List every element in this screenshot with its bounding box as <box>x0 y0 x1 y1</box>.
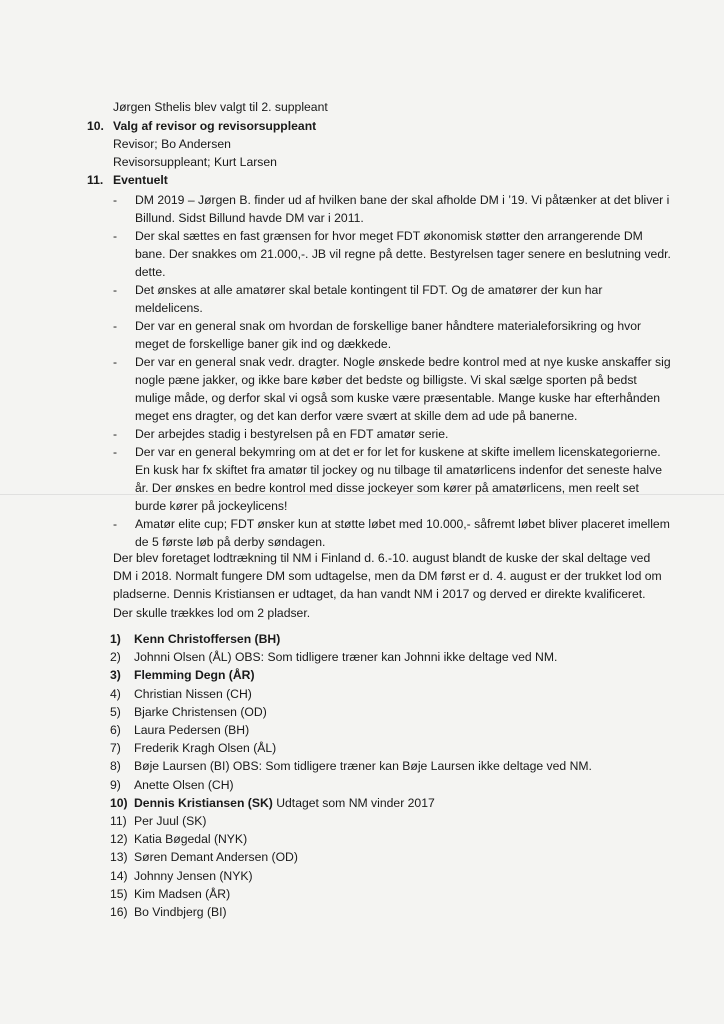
section-title: Eventuelt <box>113 173 168 187</box>
driver-note: OBS: Som tidligere træner kan Johnni ikke deltage ved NM. <box>231 650 558 665</box>
driver-note: Udtaget som NM vinder 2017 <box>272 795 435 810</box>
driver-name: Frederik Kragh Olsen (ÅL) <box>134 741 277 756</box>
driver-list-item <box>110 666 592 684</box>
bullet-text: Der arbejdes stadig i bestyrelsen på en FDT amatør serie. <box>135 427 449 441</box>
driver-list-item <box>110 903 592 921</box>
driver-name: Per Juul (SK) <box>134 814 207 829</box>
driver-note: OBS: Som tidligere træner kan Bøje Laursen ikke deltage ved NM. <box>229 759 592 774</box>
driver-name: Dennis Kristiansen (SK) <box>134 795 273 810</box>
driver-number: 13) <box>110 850 128 865</box>
section-number: 10. <box>87 119 104 133</box>
bullet-item <box>113 353 673 425</box>
driver-number: 10) <box>110 795 128 810</box>
driver-number: 12) <box>110 832 128 847</box>
bullet-item <box>113 227 673 281</box>
driver-number: 1) <box>110 632 121 646</box>
driver-name: Johnny Jensen (NYK) <box>134 868 253 883</box>
dash-marker: - <box>113 517 118 531</box>
eventuelt-bullet-list <box>113 191 673 551</box>
driver-number: 9) <box>110 777 121 792</box>
bullet-item <box>113 515 673 551</box>
driver-name: Christian Nissen (CH) <box>134 686 252 701</box>
section-title: Valg af revisor og revisorsuppleant <box>113 119 317 133</box>
bullet-item <box>113 281 673 317</box>
driver-list-item <box>110 630 592 648</box>
dash-marker: - <box>113 193 118 207</box>
bullet-text: Der var en general snak om hvordan de forskellige baner håndtere materialeforsikring og hvor meget de forskellige baner gik ind og dækkede. <box>135 319 642 351</box>
driver-number: 16) <box>110 905 128 920</box>
bullet-text: DM 2019 – Jørgen B. finder ud af hvilken bane der skal afholde DM i ’19. Vi påtænker at det bliver i Billund. Sidst Billund havde DM var i 2011. <box>135 193 670 225</box>
driver-draw-list <box>110 630 592 921</box>
driver-name: Johnni Olsen (ÅL) <box>134 650 232 665</box>
bullet-item <box>113 317 673 353</box>
dash-marker: - <box>113 445 118 459</box>
driver-name: Kim Madsen (ÅR) <box>134 886 231 901</box>
driver-list-item <box>110 757 592 775</box>
driver-list-item <box>110 848 592 866</box>
driver-list-item <box>110 703 592 721</box>
bullet-text: Der var en general bekymring om at det er for let for kuskene at skifte imellem licenskategorierne. En kusk har fx skiftet fra amatør til jockey og nu tilbage til amatørlicens indenfor det seneste halve år. Der ønskes en bedre kontrol med disse jockeyer som kører på amatørlicens, men reelt set burde kører på jockeylicens! <box>135 445 663 513</box>
driver-number: 4) <box>110 686 121 701</box>
deputy-auditor-line: Revisorsuppleant; Kurt Larsen <box>113 155 277 169</box>
bullet-text: Der var en general snak vedr. dragter. Nogle ønskede bedre kontrol med at nye kuske anskaffer sig nogle pæne jakker, og ikke bare køber det bedste og billigste. Vi skal sælge sporten på bedst mulige måde, og derfor skal vi også som kuske være præsentable. Mange kuske har efterhånden meget ens dragter, og det kan derfor være svært at skille dem ad ude på banerne. <box>135 355 671 423</box>
driver-list-item <box>110 794 592 812</box>
driver-list-item <box>110 776 592 794</box>
bullet-text: Der skal sættes en fast grænsen for hvor meget FDT økonomisk støtter den arrangerende DM bane. Der snakkes om 21.000,-. JB vil regne på dette. Bestyrelsen tager senere en beslutning vedr. dette. <box>135 229 671 279</box>
intro-line: Jørgen Sthelis blev valgt til 2. suppleant <box>113 100 328 114</box>
dash-marker: - <box>113 283 118 297</box>
bullet-text: Amatør elite cup; FDT ønsker kun at støtte løbet med 10.000,- såfremt løbet bliver placeret imellem de 5 første løb på derby søndagen. <box>135 517 670 549</box>
driver-number: 15) <box>110 886 128 901</box>
driver-number: 8) <box>110 759 121 774</box>
driver-list-item <box>110 830 592 848</box>
bullet-item <box>113 191 673 227</box>
driver-number: 11) <box>110 814 127 829</box>
driver-number: 6) <box>110 723 121 738</box>
bullet-item <box>113 443 673 515</box>
driver-list-item <box>110 867 592 885</box>
driver-list-item <box>110 648 592 666</box>
dash-marker: - <box>113 229 118 243</box>
driver-number: 3) <box>110 668 121 683</box>
driver-name: Søren Demant Andersen (OD) <box>134 850 298 865</box>
dash-marker: - <box>113 427 118 441</box>
driver-name: Katia Bøgedal (NYK) <box>134 832 248 847</box>
driver-number: 14) <box>110 868 128 883</box>
dash-marker: - <box>113 355 118 369</box>
bullet-item <box>113 425 673 443</box>
driver-name: Bjarke Christensen (OD) <box>134 704 267 719</box>
driver-name: Anette Olsen (CH) <box>134 777 234 792</box>
section-number: 11. <box>87 173 104 187</box>
section-11-heading <box>87 173 168 187</box>
driver-list-item <box>110 885 592 903</box>
driver-name: Laura Pedersen (BH) <box>134 723 250 738</box>
driver-name: Bo Vindbjerg (BI) <box>134 905 227 920</box>
driver-list-item <box>110 721 592 739</box>
driver-name: Kenn Christoffersen (BH) <box>134 632 281 646</box>
driver-number: 5) <box>110 704 121 719</box>
lottery-paragraph: Der blev foretaget lodtrækning til NM i Finland d. 6.-10. august blandt de kuske der skal deltage ved DM i 2018. Normalt fungere DM som udtagelse, men da DM først er d. 4. august er der trukket lod om pladserne. Dennis Kristiansen er udtaget, da han vandt NM i 2017 og derved er direkte kvalificeret. Der skulle trækkes lod om 2 pladser. <box>113 551 662 620</box>
driver-number: 2) <box>110 650 121 665</box>
driver-list-item <box>110 739 592 757</box>
driver-number: 7) <box>110 741 121 756</box>
dash-marker: - <box>113 319 118 333</box>
bullet-text: Det ønskes at alle amatører skal betale kontingent til FDT. Og de amatører der kun har meldelicens. <box>135 283 603 315</box>
driver-name: Bøje Laursen (BI) <box>134 759 230 774</box>
driver-name: Flemming Degn (ÅR) <box>134 668 255 683</box>
section-10-heading <box>87 119 316 133</box>
driver-list-item <box>110 812 592 830</box>
driver-list-item <box>110 685 592 703</box>
auditor-line: Revisor; Bo Andersen <box>113 137 231 151</box>
